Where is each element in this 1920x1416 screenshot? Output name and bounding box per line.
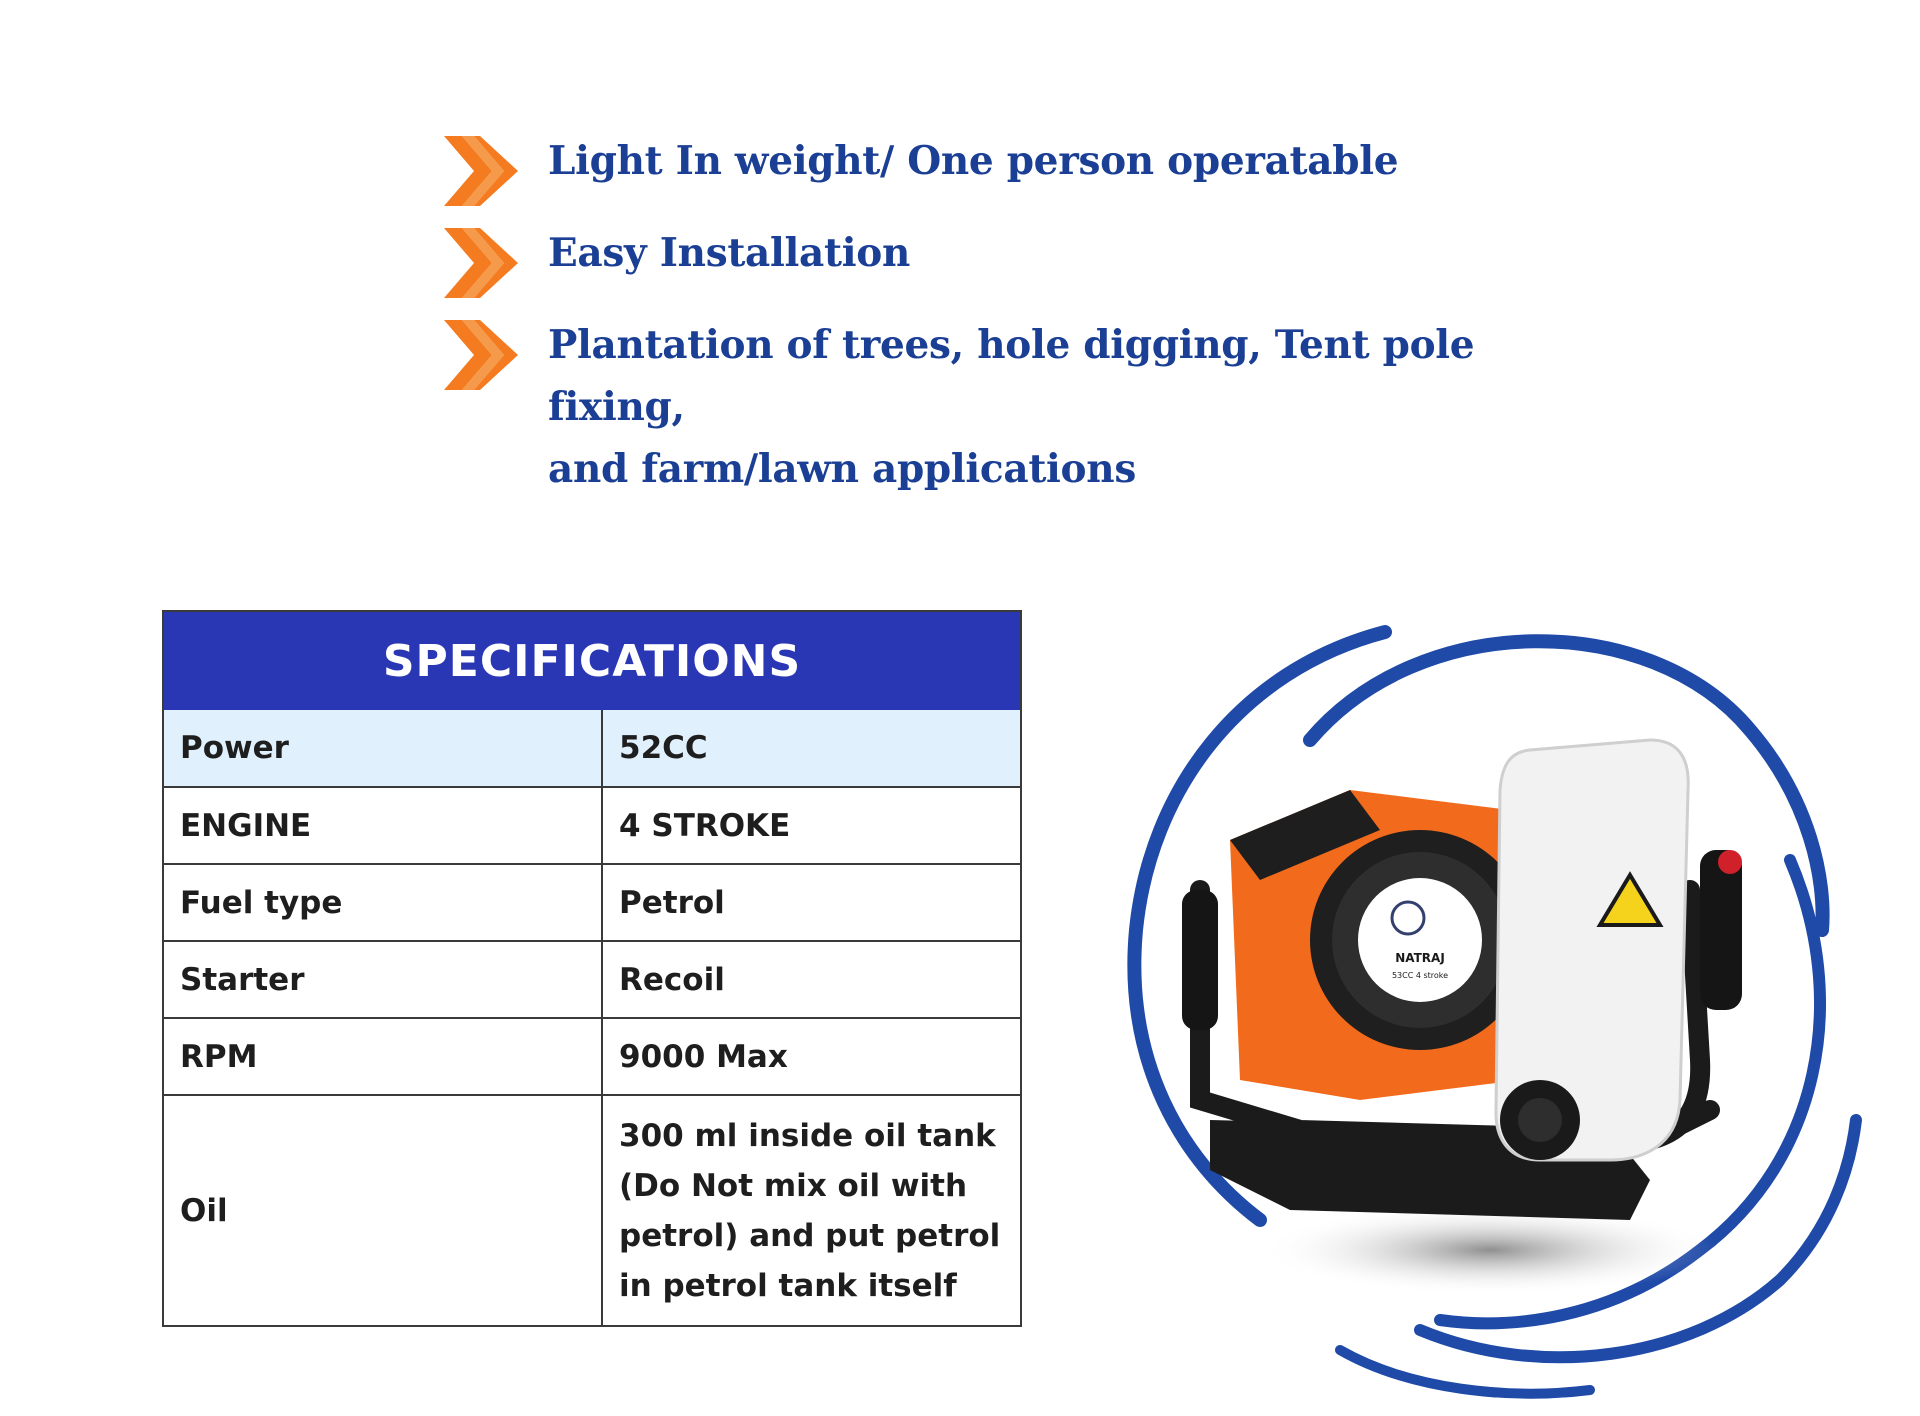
brand-label: NATRAJ: [1395, 951, 1445, 965]
spec-value-multiline: [602, 1095, 1020, 1325]
spec-value: 4 STROKE: [602, 787, 1020, 864]
spec-value: Petrol: [602, 864, 1020, 941]
feature-text-continued: and farm/lawn applications: [548, 446, 1136, 492]
feature-text: Easy Installation: [548, 230, 911, 276]
specifications-table: [162, 610, 1022, 1327]
spec-value: 52CC: [602, 710, 1020, 787]
feature-item: [440, 222, 1600, 284]
spec-value: 9000 Max: [602, 1018, 1020, 1095]
table-row: [164, 941, 1020, 1018]
feature-list: [440, 130, 1600, 530]
spec-rows: [164, 710, 1020, 1325]
spec-value-line: petrol) and put petrol: [619, 1217, 1001, 1254]
product-image: [1090, 600, 1890, 1400]
left-handle: [1182, 890, 1218, 1030]
double-chevron-right-icon: [440, 132, 520, 210]
spec-label: Oil: [164, 1095, 602, 1325]
feature-text: Light In weight/ One person operatable: [548, 138, 1399, 184]
right-handle: [1700, 850, 1742, 1010]
table-row: [164, 864, 1020, 941]
feature-item: [440, 314, 1600, 500]
spec-value-line: (Do Not mix oil with: [619, 1167, 968, 1204]
spec-value-line: 300 ml inside oil tank: [619, 1117, 996, 1154]
model-label: 53CC 4 stroke: [1391, 971, 1449, 980]
double-chevron-right-icon: [440, 316, 520, 394]
double-chevron-right-icon: [440, 224, 520, 302]
specifications-title: SPECIFICATIONS: [164, 612, 1020, 710]
spec-value-line: in petrol tank itself: [619, 1267, 957, 1304]
spec-label: Power: [164, 710, 602, 787]
table-row: [164, 787, 1020, 864]
spec-label: ENGINE: [164, 787, 602, 864]
table-row: [164, 1095, 1020, 1325]
table-row: [164, 1018, 1020, 1095]
feature-item: [440, 130, 1600, 192]
spec-label: RPM: [164, 1018, 602, 1095]
spec-label: Fuel type: [164, 864, 602, 941]
spec-value: Recoil: [602, 941, 1020, 1018]
table-row: [164, 710, 1020, 787]
feature-text: Plantation of trees, hole digging, Tent pole fixing,: [548, 322, 1475, 430]
spec-label: Starter: [164, 941, 602, 1018]
